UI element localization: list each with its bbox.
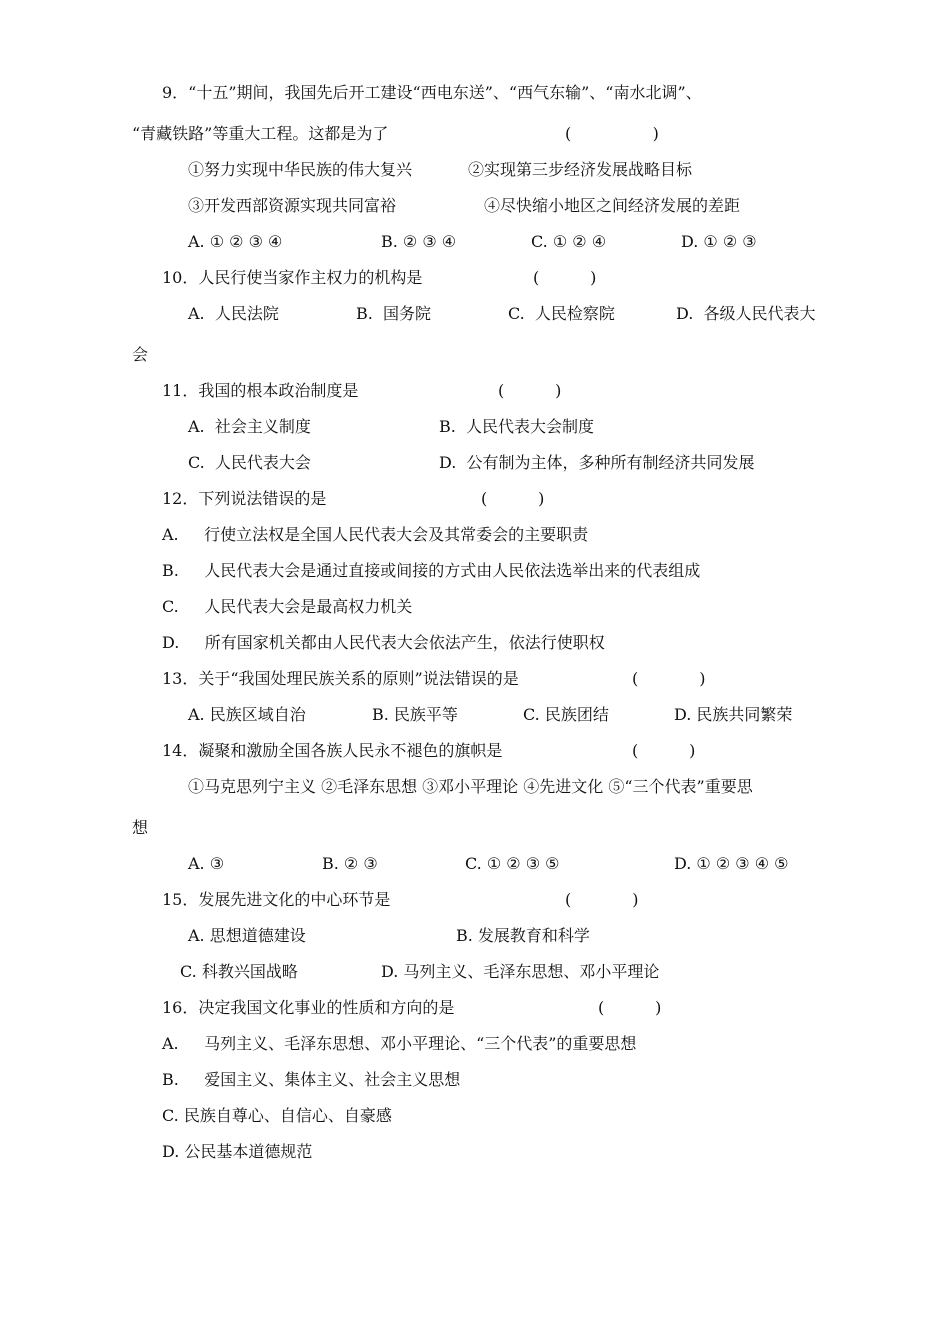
q16-stem: 16．决定我国文化事业的性质和方向的是 [162, 998, 455, 1017]
q14-option-c: C. ① ② ③ ⑤ [465, 854, 560, 873]
q10-option-d: D. 各级人民代表大 [676, 304, 816, 323]
q11-option-a: A. 社会主义制度 [188, 417, 311, 436]
q14-items: ①马克思列宁主义 ②毛泽东思想 ③邓小平理论 ④先进文化 ⑤“三个代表”重要思 [188, 777, 753, 796]
q14-answer-paren: ( ) [632, 741, 696, 760]
q9-item-4: ④尽快缩小地区之间经济发展的差距 [484, 196, 741, 215]
q11-answer-paren: ( ) [498, 381, 562, 400]
q10-answer-paren: ( ) [533, 268, 597, 287]
q10-option-d-wrap: 会 [132, 345, 149, 364]
q11-option-b: B. 人民代表大会制度 [439, 417, 595, 436]
q16-answer-paren: ( ) [598, 998, 662, 1017]
q11-option-d: D. 公有制为主体，多种所有制经济共同发展 [439, 453, 755, 472]
q13-answer-paren: ( ) [632, 669, 706, 688]
q9-option-a: A. ① ② ③ ④ [188, 232, 283, 251]
q9-stem-line2: “青藏铁路”等重大工程。这都是为了 [132, 124, 389, 143]
q12-option-b: B. 人民代表大会是通过直接或间接的方式由人民依法选举出来的代表组成 [162, 561, 701, 580]
q15-option-b: B. 发展教育和科学 [456, 926, 590, 945]
q9-option-c: C. ① ② ④ [531, 232, 607, 251]
q15-answer-paren: ( ) [565, 890, 639, 909]
q11-option-c: C. 人民代表大会 [188, 453, 311, 472]
q13-option-b: B. 民族平等 [372, 705, 458, 724]
q14-stem: 14．凝聚和激励全国各族人民永不褪色的旗帜是 [162, 741, 503, 760]
q9-answer-paren: ( ) [565, 124, 659, 143]
q15-option-a: A. 思想道德建设 [188, 926, 306, 945]
q16-option-b: B. 爱国主义、集体主义、社会主义思想 [162, 1070, 461, 1089]
q14-option-a: A. ③ [188, 854, 225, 873]
q9-item-1: ①努力实现中华民族的伟大复兴 [188, 160, 413, 179]
q12-answer-paren: ( ) [481, 489, 545, 508]
q10-option-b: B. 国务院 [356, 304, 432, 323]
q9-stem-line1: 9．“十五”期间，我国先后开工建设“西电东送”、“西气东输”、“南水北调”、 [162, 83, 702, 102]
q10-option-c: C. 人民检察院 [508, 304, 615, 323]
q15-option-d: D. 马列主义、毛泽东思想、邓小平理论 [381, 962, 660, 981]
q9-item-3: ③开发西部资源实现共同富裕 [188, 196, 397, 215]
q10-stem: 10．人民行使当家作主权力的机构是 [162, 268, 423, 287]
q15-option-c: C. 科教兴国战略 [180, 962, 298, 981]
q16-option-c: C. 民族自尊心、自信心、自豪感 [162, 1106, 392, 1125]
q13-stem: 13．关于“我国处理民族关系的原则”说法错误的是 [162, 669, 519, 688]
q13-option-d: D. 民族共同繁荣 [674, 705, 793, 724]
q14-option-d: D. ① ② ③ ④ ⑤ [674, 854, 789, 873]
q15-stem: 15．发展先进文化的中心环节是 [162, 890, 391, 909]
q13-option-c: C. 民族团结 [523, 705, 609, 724]
q12-option-d: D. 所有国家机关都由人民代表大会依法产生，依法行使职权 [162, 633, 605, 652]
q9-option-b: B. ② ③ ④ [381, 232, 457, 251]
q12-option-c: C. 人民代表大会是最高权力机关 [162, 597, 413, 616]
q14-option-b: B. ② ③ [322, 854, 378, 873]
q13-option-a: A. 民族区域自治 [188, 705, 306, 724]
q12-option-a: A. 行使立法权是全国人民代表大会及其常委会的主要职责 [162, 525, 589, 544]
q16-option-a: A. 马列主义、毛泽东思想、邓小平理论、“三个代表”的重要思想 [162, 1034, 637, 1053]
q9-item-2: ②实现第三步经济发展战略目标 [468, 160, 693, 179]
q9-option-d: D. ① ② ③ [681, 232, 757, 251]
q10-option-a: A. 人民法院 [188, 304, 279, 323]
q11-stem: 11．我国的根本政治制度是 [162, 381, 359, 400]
q16-option-d: D. 公民基本道德规范 [162, 1142, 313, 1161]
q14-items-wrap: 想 [132, 818, 149, 837]
q12-stem: 12．下列说法错误的是 [162, 489, 327, 508]
